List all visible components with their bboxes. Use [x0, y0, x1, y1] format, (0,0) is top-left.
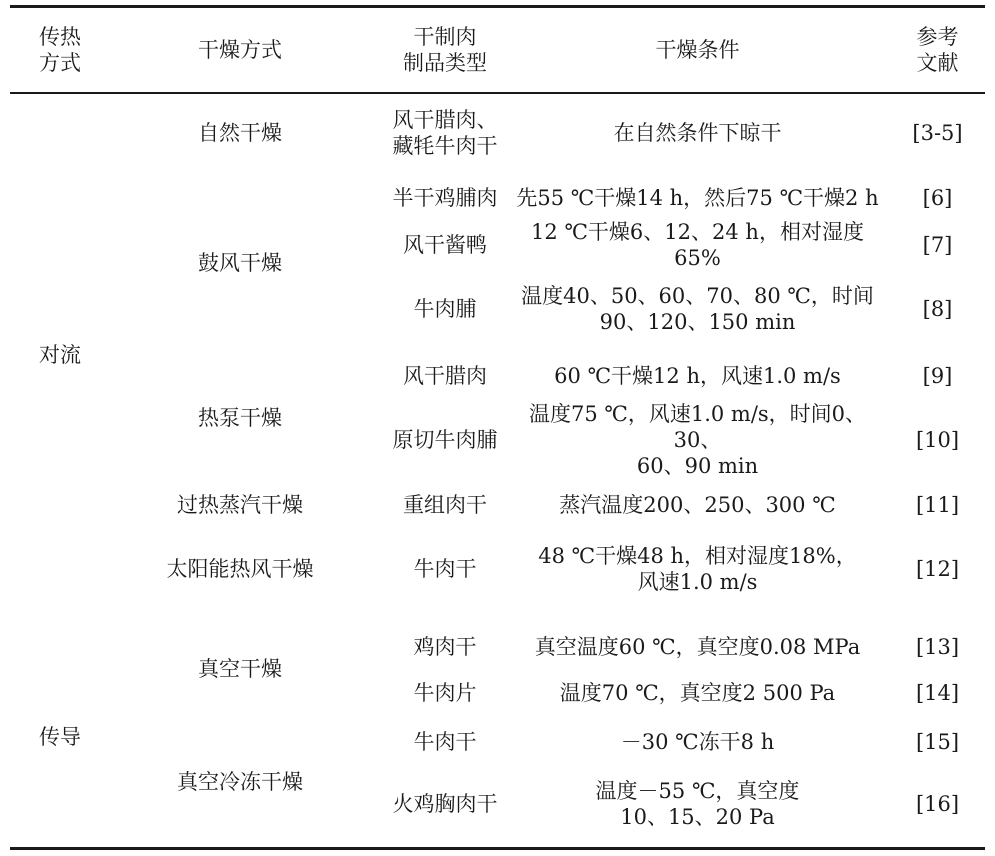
method-superheated-steam: 过热蒸汽干燥	[177, 493, 303, 517]
group-conduction: 传导	[39, 725, 81, 749]
row-product: 牛肉干	[413, 557, 477, 581]
method-solar: 太阳能热风干燥	[166, 557, 314, 581]
row-reference: [3-5]	[912, 121, 963, 145]
row-product: 原切牛肉脯	[392, 428, 498, 452]
row-product: 牛肉脯	[413, 297, 477, 321]
row-reference: [15]	[915, 730, 960, 754]
header-product-type: 干制肉 制品类型	[403, 25, 487, 75]
row-reference: [6]	[922, 186, 953, 210]
row-condition: 12 ℃干燥6、12、24 h，相对湿度65%	[531, 220, 864, 270]
header-reference: 参考 文献	[916, 25, 959, 75]
row-reference: [16]	[915, 792, 960, 816]
row-product: 风干腊肉	[403, 364, 487, 388]
row-condition: 温度75 ℃，风速1.0 m/s，时间0、30、 60、90 min	[528, 402, 867, 478]
header-drying-method: 干燥方式	[198, 38, 282, 62]
row-condition: －30 ℃冻干8 h	[620, 730, 775, 754]
row-condition: 48 ℃干燥48 h，相对湿度18%， 风速1.0 m/s	[538, 544, 857, 594]
row-product: 火鸡胸肉干	[392, 792, 498, 816]
top-rule	[10, 5, 985, 8]
method-blast: 鼓风干燥	[198, 251, 282, 275]
method-natural: 自然干燥	[198, 121, 282, 145]
header-heat-transfer-method: 传热 方式	[39, 25, 81, 75]
row-reference: [13]	[915, 635, 960, 659]
row-condition: 温度70 ℃，真空度2 500 Pa	[559, 681, 836, 705]
row-condition: 先55 ℃干燥14 h，然后75 ℃干燥2 h	[516, 186, 879, 210]
row-reference: [9]	[922, 364, 953, 388]
row-reference: [8]	[922, 297, 953, 321]
header-rule	[10, 92, 985, 94]
bottom-rule	[10, 847, 985, 850]
row-product: 重组肉干	[403, 493, 487, 517]
row-product: 风干酱鸭	[403, 233, 487, 257]
row-condition: 温度40、50、60、70、80 ℃，时间 90、120、150 min	[521, 284, 874, 334]
method-freeze: 真空冷冻干燥	[177, 770, 303, 794]
group-convection: 对流	[39, 343, 81, 367]
row-reference: [11]	[915, 493, 960, 517]
row-product: 半干鸡脯肉	[392, 186, 498, 210]
method-vacuum: 真空干燥	[198, 657, 282, 681]
header-drying-condition: 干燥条件	[655, 38, 740, 62]
method-heat-pump: 热泵干燥	[198, 406, 282, 430]
row-condition: 60 ℃干燥12 h，风速1.0 m/s	[554, 364, 841, 388]
row-condition: 在自然条件下晾干	[613, 121, 782, 145]
row-product: 牛肉干	[413, 730, 477, 754]
row-product: 鸡肉干	[413, 635, 477, 659]
row-reference: [12]	[915, 557, 960, 581]
row-condition: 温度－55 ℃，真空度 10、15、20 Pa	[595, 779, 800, 829]
row-reference: [7]	[922, 233, 953, 257]
row-product: 风干腊肉、 藏牦牛肉干	[392, 108, 498, 158]
row-product: 牛肉片	[413, 681, 477, 705]
row-reference: [10]	[915, 428, 960, 452]
row-condition: 蒸汽温度200、250、300 ℃	[559, 493, 836, 517]
row-condition: 真空温度60 ℃，真空度0.08 MPa	[534, 635, 861, 659]
row-reference: [14]	[915, 681, 960, 705]
